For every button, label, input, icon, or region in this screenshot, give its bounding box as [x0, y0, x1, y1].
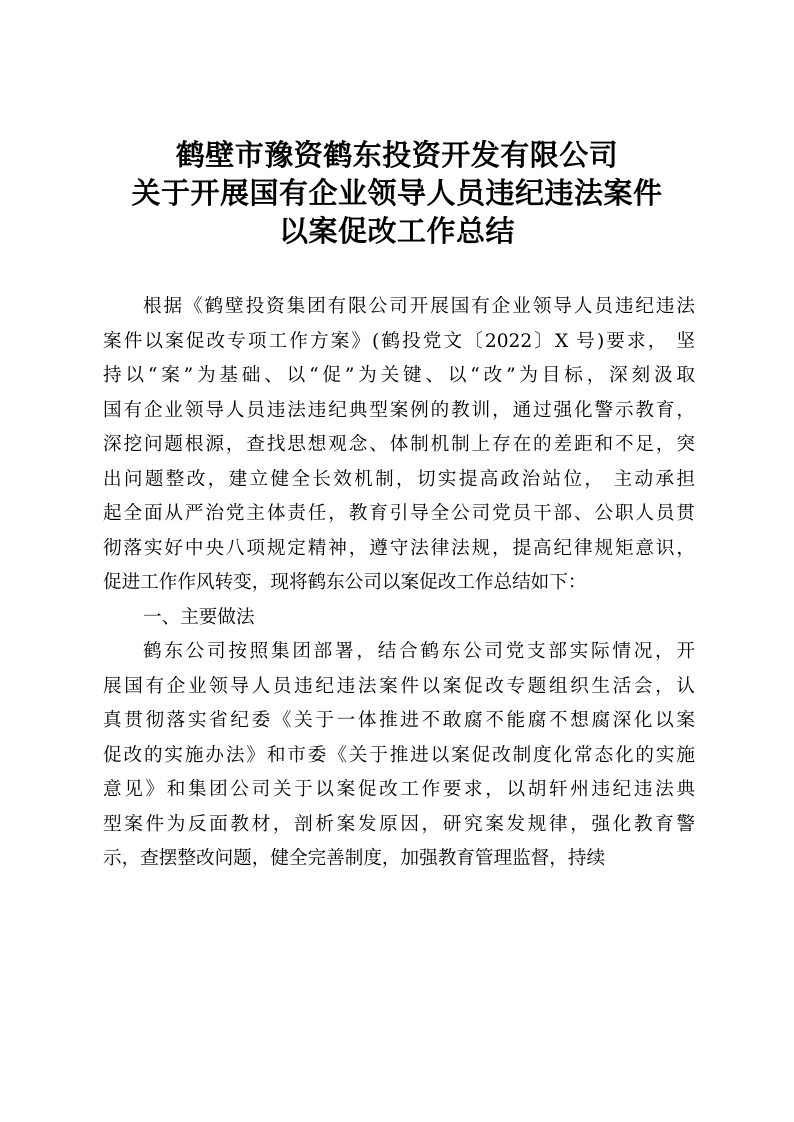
paragraph-line: 持以“案”为基础、以“促”为关键、以“改”为目标，深刻汲取: [103, 365, 695, 386]
paragraph-line: 示，查摆整改问题，健全完善制度，加强教育管理监督，持续: [103, 848, 606, 869]
title-line: 关于开展国有企业领导人员违纪违法案件: [131, 176, 663, 210]
paragraph-line: 深挖问题根源，查找思想观念、体制机制上存在的差距和不足，突: [103, 434, 695, 455]
title-line: 鹤壁市豫资鹤东投资开发有限公司: [175, 138, 619, 172]
document-body: [103, 290, 695, 877]
paragraph-line: 国有企业领导人员违法违纪典型案例的教训，通过强化警示教育，: [103, 399, 695, 421]
paragraph-line: 型案件为反面教材，剖析案发原因，研究案发规律，强化教育警: [103, 813, 695, 835]
paragraph-line: 促进工作作风转变，现将鹤东公司以案促改工作总结如下：: [103, 572, 587, 593]
paragraph-line: 鹤东公司按照集团部署，结合鹤东公司党支部实际情况，开: [143, 641, 695, 662]
document-title: [60, 136, 734, 250]
paragraph-line: 出问题整改，建立健全长效机制，切实提高政治站位， 主动承担: [103, 468, 695, 490]
paragraph-line: 案件以案促改专项工作方案》(鹤投党文〔2022〕X 号)要求， 坚: [103, 330, 695, 352]
title-line: 以案促改工作总结: [278, 214, 515, 248]
paragraph-line: 根据《鹤壁投资集团有限公司开展国有企业领导人员违纪违法: [143, 296, 695, 317]
paragraph-line: 展国有企业领导人员违纪违法案件以案促改专题组织生活会，认: [103, 675, 695, 697]
paragraph-line: 真贯彻落实省纪委《关于一体推进不敢腐不能腐不想腐深化以案: [103, 710, 695, 731]
paragraph-line: 促改的实施办法》和市委《关于推进以案促改制度化常态化的实施: [103, 744, 695, 766]
section-heading: 一、主要做法: [143, 606, 255, 628]
paragraph-line: 起全面从严治党主体责任，教育引导全公司党员干部、公职人员贯: [103, 503, 695, 524]
paragraph-line: 意见》和集团公司关于以案促改工作要求，以胡轩州违纪违法典: [103, 779, 695, 800]
paragraph-line: 彻落实好中央八项规定精神，遵守法律法规，提高纪律规矩意识，: [103, 537, 695, 559]
